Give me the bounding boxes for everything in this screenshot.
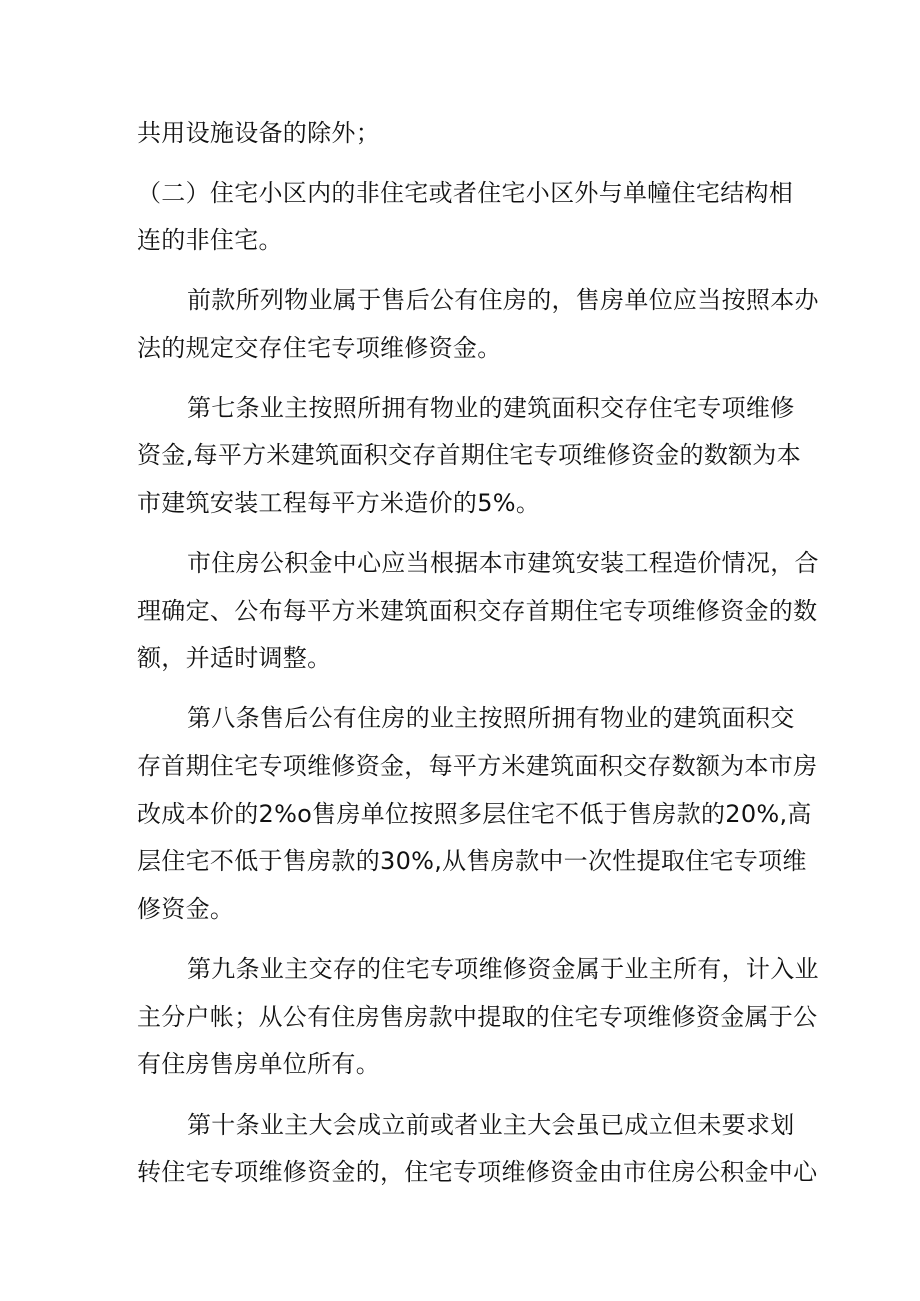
- text-line: 改成本价的2%o售房单位按照多层住宅不低于售房款的20%,高: [137, 800, 812, 828]
- text-line: 资金,每平方米建筑面积交存首期住宅专项维修资金的数额为本: [137, 441, 802, 469]
- text-line: 第八条售后公有住房的业主按照所拥有物业的建筑面积交: [187, 704, 795, 732]
- text-line: 存首期住宅专项维修资金，每平方米建筑面积交存数额为本市房: [137, 752, 818, 780]
- text-line: 第十条业主大会成立前或者业主大会虽已成立但未要求划: [187, 1111, 795, 1139]
- text-line: 连的非住宅。: [137, 226, 283, 254]
- text-line: 层住宅不低于售房款的30%,从售房款中一次性提取住宅专项维: [137, 847, 807, 875]
- text-line: 法的规定交存住宅专项维修资金。: [137, 334, 502, 362]
- text-line: 转住宅专项维修资金的，住宅专项维修资金由市住房公积金中心: [137, 1158, 818, 1186]
- text-line: 第七条业主按照所拥有物业的建筑面积交存住宅专项维修: [187, 394, 795, 422]
- text-line: 第九条业主交存的住宅专项维修资金属于业主所有，计入业: [187, 955, 819, 983]
- text-line: 额，并适时调整。: [137, 644, 332, 672]
- text-line: （二）住宅小区内的非住宅或者住宅小区外与单幢住宅结构相: [137, 179, 794, 207]
- text-line: 有住房售房单位所有。: [137, 1050, 380, 1078]
- text-line: 市建筑安装工程每平方米造价的5%。: [137, 489, 541, 517]
- text-line: 前款所列物业属于售后公有住房的，售房单位应当按照本办: [187, 286, 819, 314]
- text-line: 理确定、公布每平方米建筑面积交存首期住宅专项维修资金的数: [137, 597, 818, 625]
- text-line: 主分户帐；从公有住房售房款中提取的住宅专项维修资金属于公: [137, 1003, 818, 1031]
- text-line: 修资金。: [137, 895, 235, 923]
- text-line: 共用设施设备的除外；: [137, 119, 380, 147]
- text-line: 市住房公积金中心应当根据本市建筑安装工程造价情况，合: [187, 549, 819, 577]
